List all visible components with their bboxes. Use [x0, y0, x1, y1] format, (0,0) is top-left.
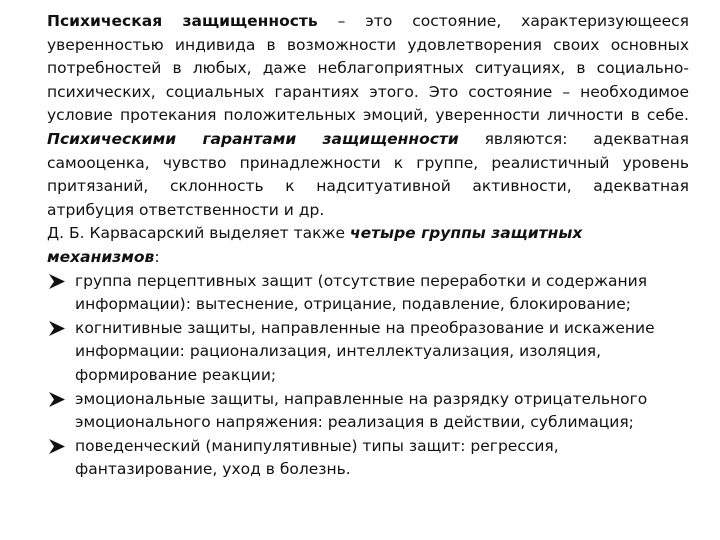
- term-guarantees: Психическими гарантами защищенности: [47, 129, 459, 148]
- intro-colon: :: [154, 247, 160, 266]
- list-item-text: поведенческий (манипулятивные) типы защит: регрессия, фантазирование, уход в болезнь.: [75, 436, 559, 479]
- definition-text: – это состояние, характеризующееся уверенностью индивида в возможности удовлетворения своих основных потребностей в любых, даже неблагоприятных ситуациях, в социально-психических, социальных гарантиях этого. Это состояние – необходимое условие протекания положительных эмоций, уверенности личности в себе.: [47, 12, 690, 125]
- intro-lead-text: Д. Б. Карвасарский выделяет также: [47, 224, 350, 243]
- defense-groups-list: [47, 270, 689, 482]
- arrowhead-bullet-icon: [49, 392, 65, 407]
- list-item: [47, 388, 689, 435]
- list-item-text: группа перцептивных защит (отсутствие переработки и содержания информации): вытеснение, отрицание, подавление, блокирование;: [75, 271, 648, 314]
- guarantees-text: являются: адекватная самооценка, чувство принадлежности к группе, реалистичный уровень притязаний, склонность к надситуативной активности, адекватная атрибуция ответственности и др.: [47, 129, 689, 219]
- arrowhead-bullet-icon: [49, 439, 65, 454]
- list-item: [47, 270, 689, 317]
- slide-content: [47, 10, 689, 482]
- arrowhead-bullet-icon: [49, 321, 65, 336]
- four-groups-emphasis: четыре группы защитных механизмов: [47, 224, 583, 266]
- definition-paragraph: [47, 10, 689, 222]
- list-item: [47, 435, 689, 482]
- defense-groups-intro: [47, 222, 689, 269]
- term-psychological-security: Психическая защищенность: [47, 12, 318, 30]
- list-item-text: когнитивные защиты, направленные на преобразование и искажение информации: рационализация, интеллектуализация, изоляция, формирование реакции;: [75, 318, 655, 384]
- arrowhead-bullet-icon: [49, 274, 65, 289]
- list-item: [47, 317, 689, 388]
- list-item-text: эмоциональные защиты, направленные на разрядку отрицательного эмоционального напряжения: реализация в действии, сублимация;: [75, 389, 648, 432]
